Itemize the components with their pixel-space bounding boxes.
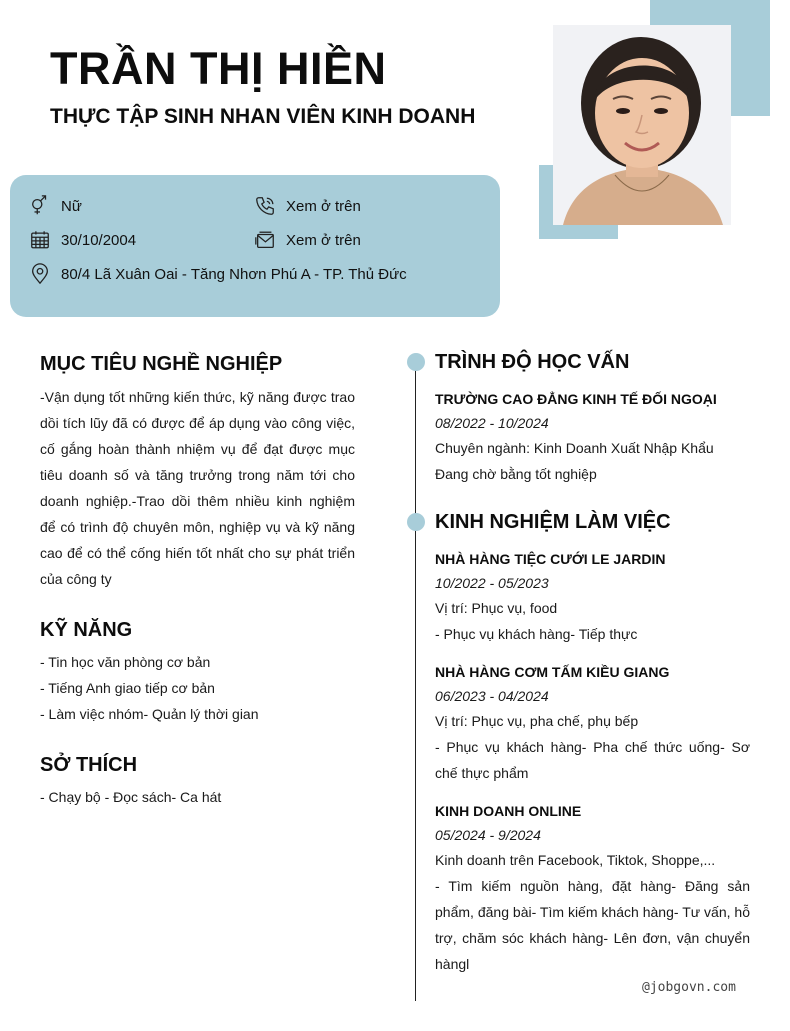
job-company: NHÀ HÀNG TIỆC CƯỚI LE JARDIN	[435, 551, 666, 567]
objective-title: MỤC TIÊU NGHỀ NGHIỆP	[40, 353, 283, 375]
job-company: KINH DOANH ONLINE	[435, 803, 582, 819]
education-school: TRƯỜNG CAO ĐẲNG KINH TẾ ĐỐI NGOẠI	[435, 391, 717, 407]
timeline-dot-experience	[407, 513, 425, 531]
education-major: Chuyên ngành: Kinh Doanh Xuất Nhập Khẩu	[435, 440, 714, 456]
location-pin-icon	[29, 263, 51, 285]
experience-title: KINH NGHIỆM LÀM VIỆC	[435, 511, 671, 533]
envelope-icon	[254, 229, 276, 251]
skill-item: - Tiếng Anh giao tiếp cơ bản	[40, 680, 215, 696]
email-value: Xem ở trên	[286, 231, 361, 249]
contact-birthday	[29, 229, 136, 251]
job-description: - Tìm kiếm nguồn hàng, đặt hàng- Đăng sản phẩm, đăng bài- Tìm kiếm khách hàng- Tư vấn, hỗ trợ, chăm sóc khách hàng- Lên đơn, vận chuyển hàngl	[435, 878, 750, 972]
skill-item: - Làm việc nhóm- Quản lý thời gian	[40, 706, 259, 722]
gender-icon	[29, 195, 51, 217]
education-date: 08/2022 - 10/2024	[435, 415, 549, 431]
profile-photo	[553, 25, 731, 225]
skill-item: - Tin học văn phòng cơ bản	[40, 654, 211, 670]
hobbies-text: - Chạy bộ - Đọc sách- Ca hát	[40, 789, 222, 805]
job-company: NHÀ HÀNG CƠM TẤM KIỀU GIANG	[435, 664, 670, 680]
job-description: - Phục vụ khách hàng- Tiếp thực	[435, 626, 638, 642]
hobbies-title: SỞ THÍCH	[40, 754, 138, 776]
calendar-icon	[29, 229, 51, 251]
contact-phone[interactable]	[254, 195, 361, 217]
objective-text: -Vận dụng tốt những kiến thức, kỹ năng được trao dồi tích lũy đã có được để áp dụng vào công việc, cố gắng hoàn thành nhiệm vụ để đạt được mục tiêu doanh số và tăng trưởng trong năm tới cho doanh nghiệp.-Trao dồi thêm nhiều kinh nghiệm để có trình độ chuyên môn, nghiệp vụ và kỹ năng cao để có thể cống hiến tốt nhất cho sự phát triển của công ty	[40, 389, 355, 587]
address-value: 80/4 Lã Xuân Oai - Tăng Nhơn Phú A - TP. Thủ Đức	[61, 265, 407, 283]
watermark: @jobgovn.com	[642, 980, 736, 995]
job-position: Kinh doanh trên Facebook, Tiktok, Shoppe,...	[435, 852, 716, 868]
candidate-role: THỰC TẬP SINH NHAN VIÊN KINH DOANH	[50, 105, 476, 128]
job-position: Vị trí: Phục vụ, pha chế, phụ bếp	[435, 713, 639, 729]
gender-value: Nữ	[61, 197, 82, 215]
job-date: 10/2022 - 05/2023	[435, 575, 549, 591]
timeline-line	[415, 356, 416, 1001]
phone-icon	[254, 195, 276, 217]
education-title: TRÌNH ĐỘ HỌC VẤN	[435, 351, 630, 373]
contact-address	[29, 263, 407, 285]
job-description: - Phục vụ khách hàng- Pha chế thức uống- Sơ chế thực phẩm	[435, 739, 750, 781]
education-status: Đang chờ bằng tốt nghiệp	[435, 466, 597, 482]
skills-title: KỸ NĂNG	[40, 619, 133, 641]
contact-gender	[29, 195, 82, 217]
job-position: Vị trí: Phục vụ, food	[435, 600, 558, 616]
candidate-name: TRẦN THỊ HIỀN	[50, 43, 387, 94]
phone-value: Xem ở trên	[286, 197, 361, 215]
job-date: 05/2024 - 9/2024	[435, 827, 541, 843]
timeline-dot-education	[407, 353, 425, 371]
birthday-value: 30/10/2004	[61, 231, 137, 249]
contact-email[interactable]	[254, 229, 361, 251]
job-date: 06/2023 - 04/2024	[435, 688, 549, 704]
